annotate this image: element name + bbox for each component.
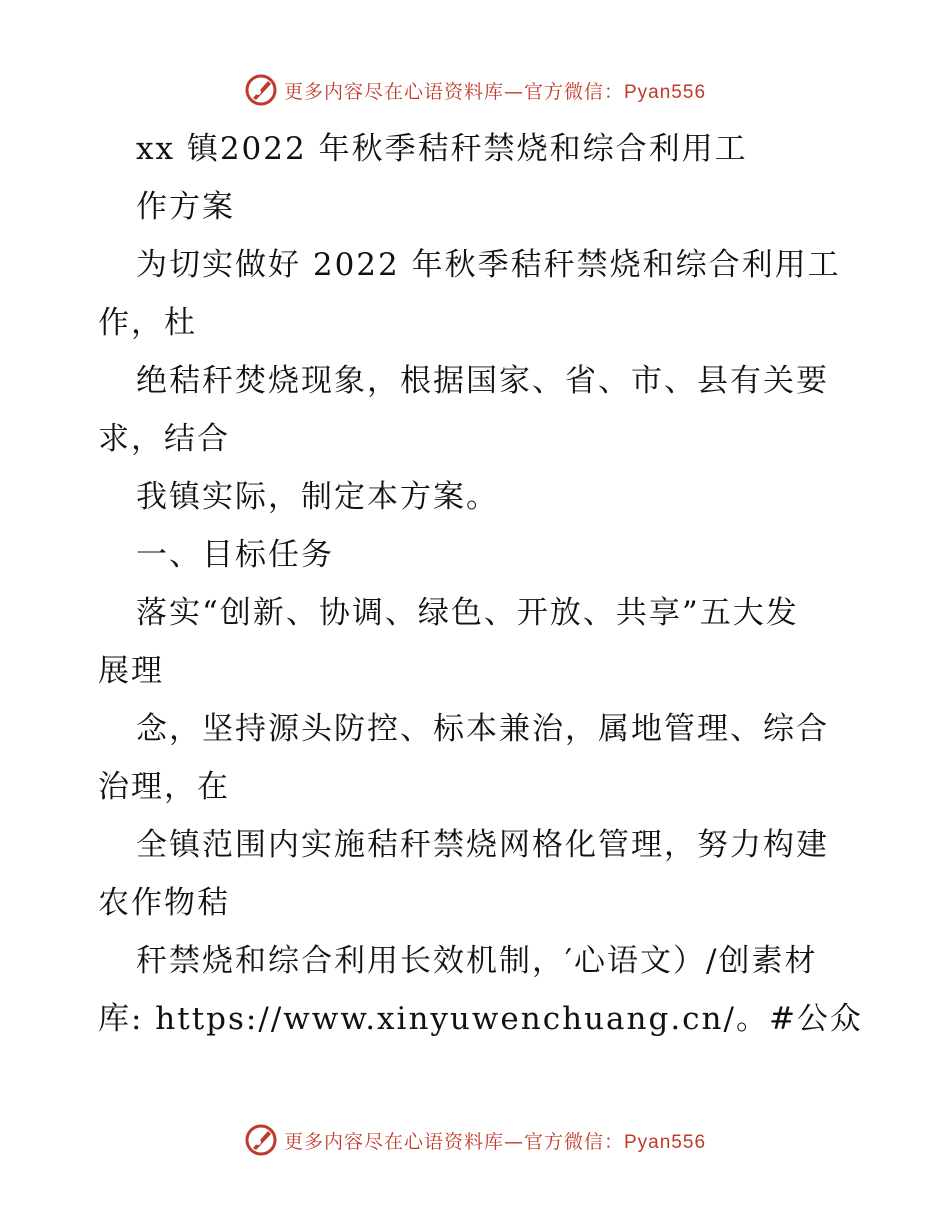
footer-banner-text [284, 1127, 706, 1154]
doc-line: 念，坚持源头防控、标本兼治，属地管理、综合 [136, 711, 829, 747]
doc-line: 展理 [98, 653, 164, 689]
doc-line: 求，结合 [98, 421, 230, 457]
header-wechat-label: 官方微信： [523, 80, 624, 103]
quill-logo-icon [244, 1123, 278, 1157]
header-separator: — [503, 80, 524, 103]
doc-line: 一、目标任务 [136, 537, 334, 573]
footer-brand: 更多内容尽在心语资料库 [283, 1130, 504, 1153]
doc-line: xx 镇2022 年秋季秸秆禁烧和综合利用工 [136, 131, 748, 167]
footer-wechat-label: 官方微信： [523, 1130, 624, 1153]
doc-line: 全镇范围内实施秸秆禁烧网格化管理，努力构建 [136, 827, 829, 863]
header-brand: 更多内容尽在心语资料库 [283, 80, 504, 103]
document-body [98, 120, 863, 1048]
quill-logo-icon [244, 73, 278, 107]
doc-line: 治理，在 [98, 769, 230, 805]
doc-line: 绝秸秆焚烧现象，根据国家、省、市、县有关要 [136, 363, 829, 399]
footer-banner [0, 1120, 950, 1160]
footer-separator: — [503, 1130, 524, 1153]
doc-line: 秆禁烧和综合利用长效机制，′心语文）/创素材 [136, 943, 818, 979]
header-banner [0, 70, 950, 110]
doc-line: 为切实做好 2022 年秋季秸秆禁烧和综合利用工 [136, 247, 841, 283]
doc-line: 我镇实际，制定本方案。 [136, 479, 499, 515]
doc-line: 作方案 [136, 189, 235, 225]
doc-line: 作，杜 [98, 305, 197, 341]
footer-wechat-id: Pyan556 [624, 1131, 707, 1153]
doc-line: 落实“创新、协调、绿色、开放、共享”五大发 [136, 595, 799, 631]
header-wechat-id: Pyan556 [624, 81, 707, 103]
doc-line: 农作物秸 [98, 885, 230, 921]
doc-line: 库: https://www.xinyuwenchuang.cn/。#公众 [98, 1001, 863, 1037]
header-banner-text [284, 77, 706, 104]
